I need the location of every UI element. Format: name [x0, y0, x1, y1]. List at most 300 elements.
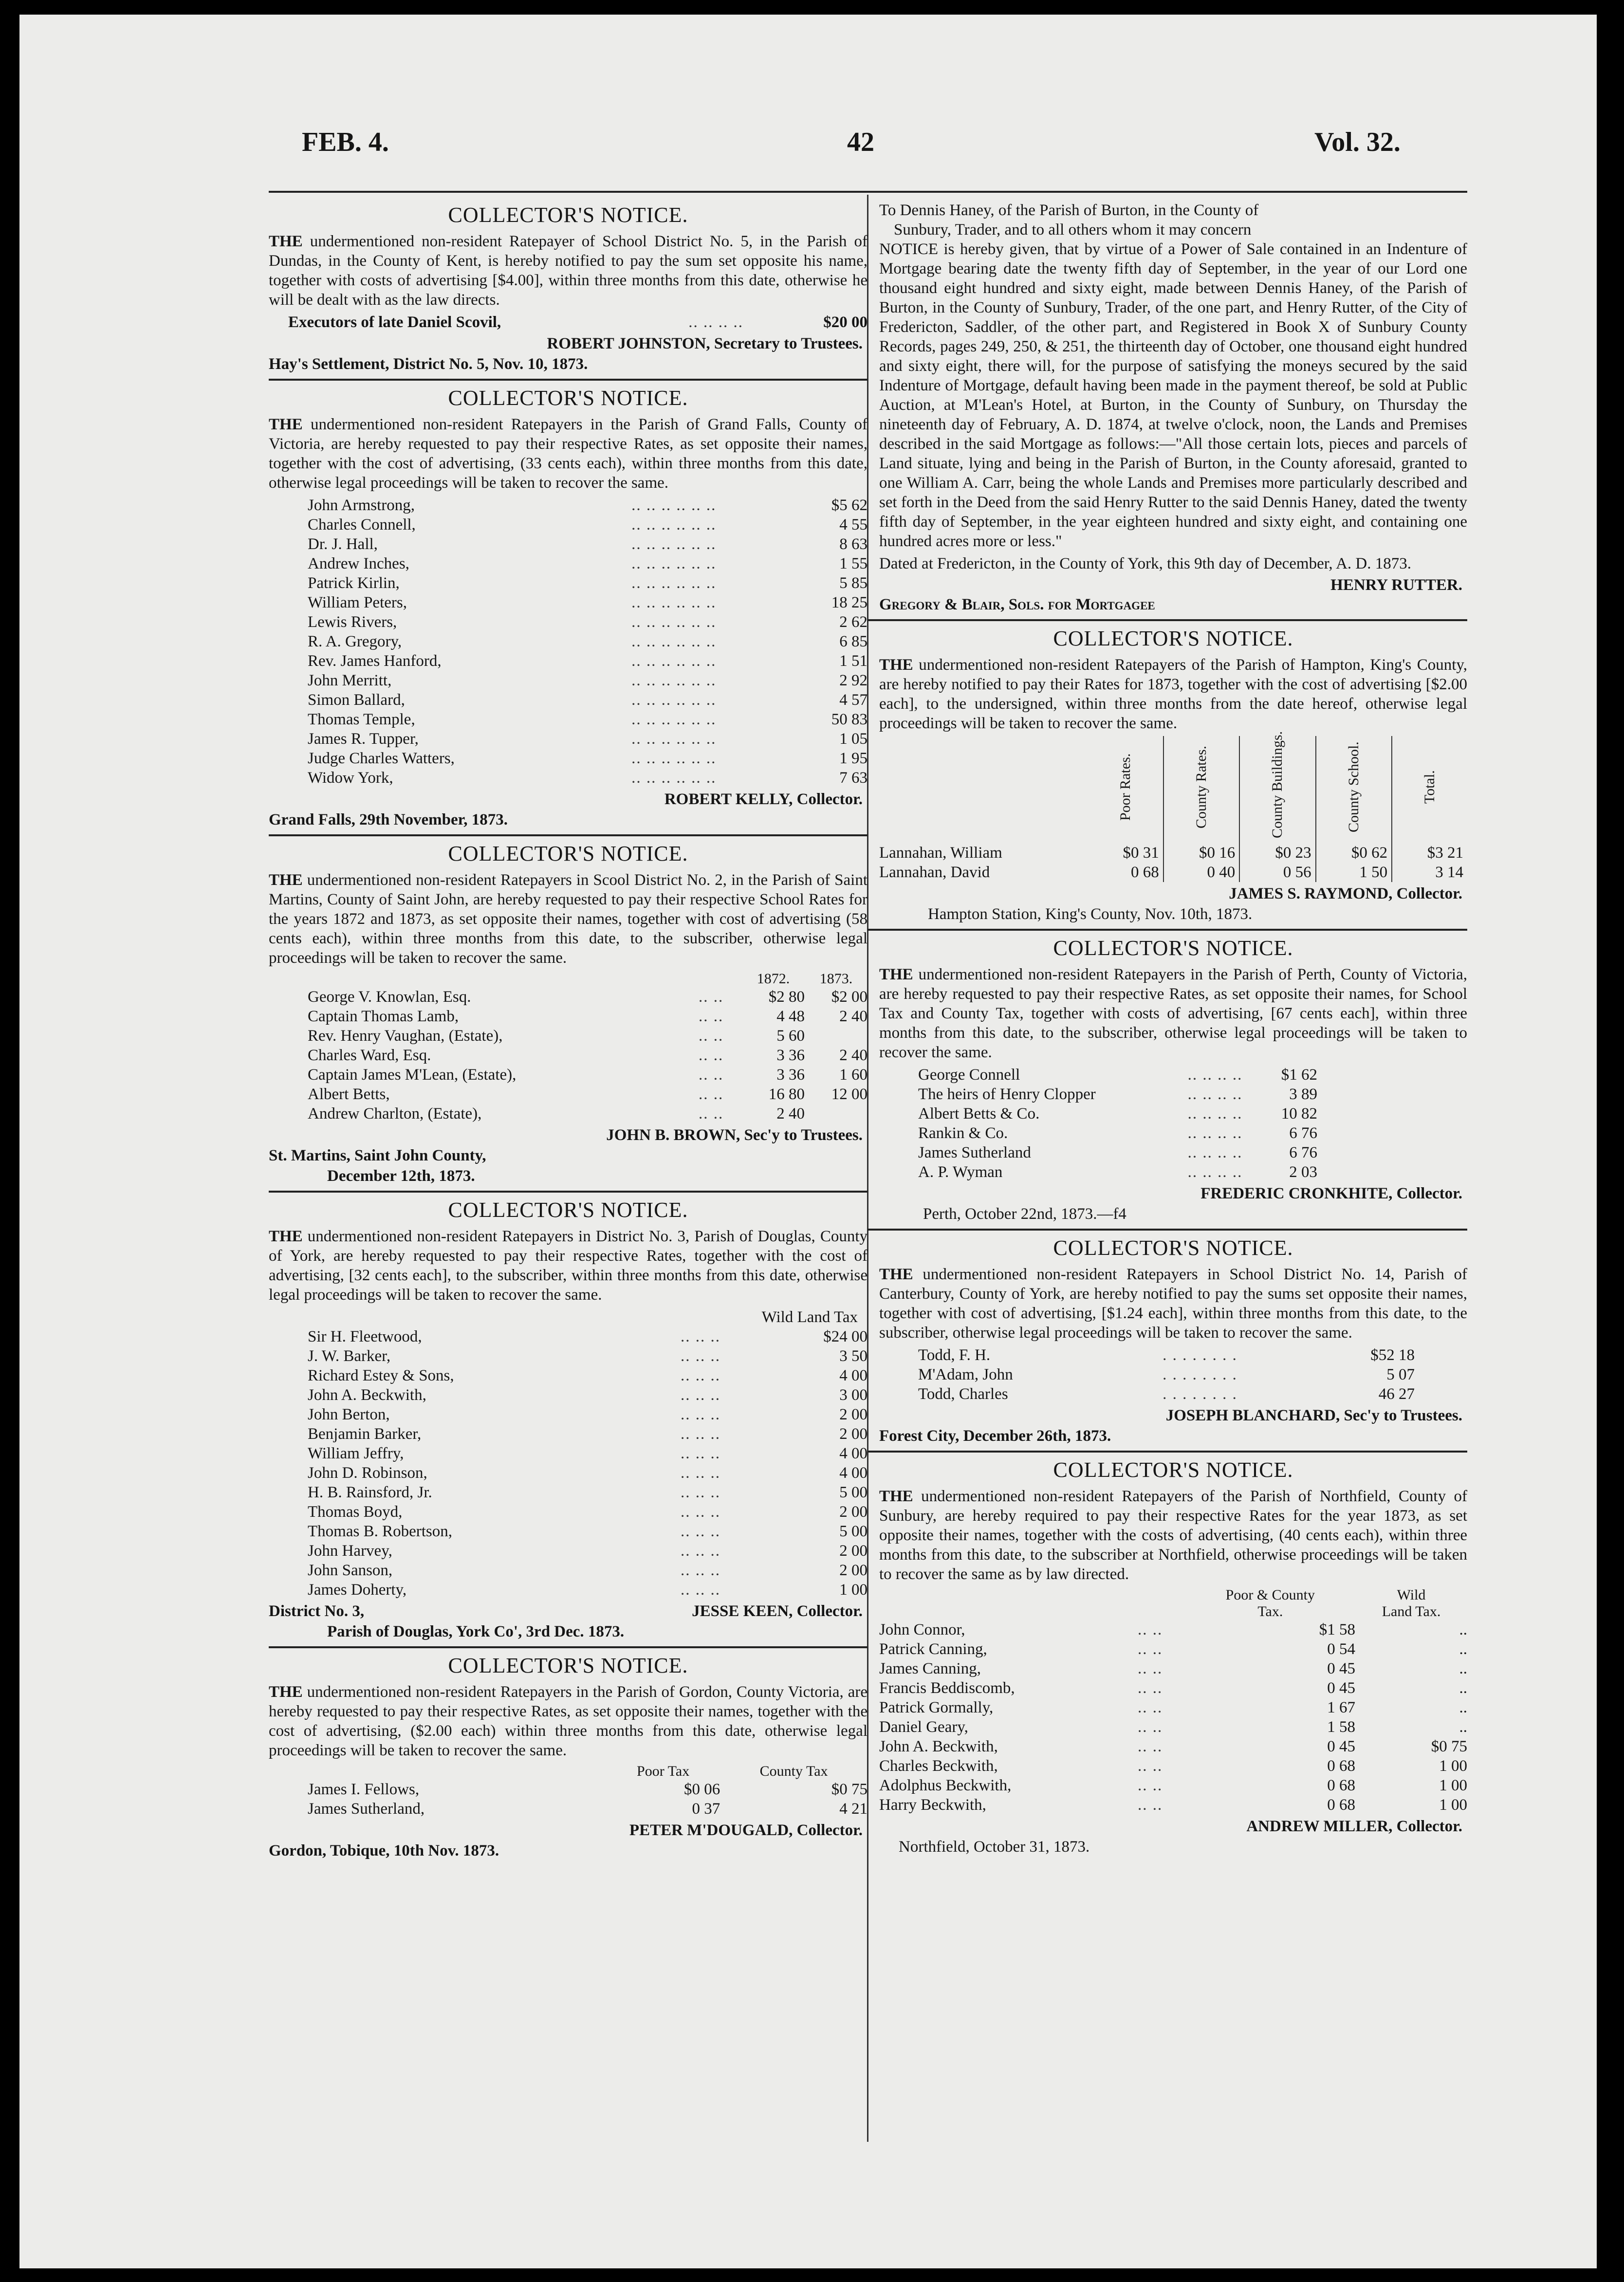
table-row	[879, 1737, 1467, 1756]
leader-dots: .. .. .. .. .. ..	[631, 769, 717, 787]
notice-northfield	[867, 1453, 1467, 1861]
leader-dots: .. ..	[1137, 1640, 1163, 1658]
leader-dots: .. .. .. .. .. ..	[631, 750, 717, 767]
notice-dundas	[269, 198, 867, 381]
ratepayer-name: John Merritt,	[308, 672, 392, 689]
amount: ..	[1459, 1621, 1467, 1638]
amount: 2 03	[1289, 1163, 1317, 1181]
amount: 1 55	[839, 555, 867, 572]
table-row	[879, 1384, 1415, 1404]
amount: ..	[1459, 1660, 1467, 1677]
amount: $52 18	[1370, 1346, 1415, 1364]
leader-dots: .. .. ..	[681, 1581, 721, 1599]
leader-dots: .. .. .. .. .. ..	[631, 652, 717, 670]
table-row	[879, 863, 1467, 882]
ratepayer-name: Daniel Geary,	[879, 1718, 968, 1736]
amount: $3 21	[1427, 844, 1463, 862]
ratepayer-name: John Armstrong,	[308, 497, 415, 514]
notice-gordon	[269, 1648, 867, 1865]
amount: 0 37	[692, 1800, 720, 1818]
table-row	[879, 1776, 1467, 1795]
amount: 3 36	[776, 1047, 805, 1064]
ratepayer-name: John Connor,	[879, 1621, 965, 1638]
leader-dots: .. ..	[1137, 1738, 1163, 1755]
table-row	[269, 671, 867, 690]
ratepayer-name: Rev. James Hanford,	[308, 652, 442, 670]
amount: 1 60	[839, 1066, 867, 1084]
leader-dots: .. ..	[699, 988, 724, 1006]
leader-dots: .. ..	[699, 1027, 724, 1045]
ratepayer-name: James R. Tupper,	[308, 730, 419, 748]
notice-saint-martins	[269, 836, 867, 1193]
table-row	[269, 554, 867, 573]
amount: 12 00	[831, 1086, 867, 1103]
ratepayer-name: Richard Estey & Sons,	[308, 1367, 454, 1384]
table-row	[879, 1698, 1467, 1717]
ratepayer-name: Charles Beckwith,	[879, 1757, 998, 1775]
column-header-label: Poor Rates.	[1117, 753, 1133, 821]
amount: 1 00	[1439, 1757, 1467, 1775]
table-row	[269, 496, 867, 515]
table-row	[269, 987, 867, 1007]
ratepayer-name: Lannahan, William	[879, 844, 1002, 862]
ratepayer-name: John A. Beckwith,	[308, 1386, 426, 1404]
ratepayer-name: John D. Robinson,	[308, 1464, 427, 1482]
ratepayer-name: Charles Connell,	[308, 516, 416, 534]
table-row	[269, 1541, 867, 1561]
amount: 5 07	[1386, 1366, 1415, 1383]
column-header: Wild Land Tax	[761, 1308, 858, 1326]
signature: ROBERT JOHNSTON, Secretary to Trustees.	[547, 335, 863, 352]
ratepayer-name: Todd, Charles	[918, 1385, 1008, 1403]
leader-dots: .. .. .. .. .. ..	[631, 594, 717, 611]
amount	[805, 1104, 867, 1123]
table-header: Poor Tax County Tax	[637, 1763, 828, 1779]
notice-title: COLLECTOR'S NOTICE.	[448, 1654, 688, 1677]
ratepayer-name: H. B. Rainsford, Jr.	[308, 1484, 432, 1501]
notice-grand-falls	[269, 381, 867, 836]
amount: 4 55	[839, 516, 867, 534]
ratepayer-name: Patrick Kirlin,	[308, 574, 400, 592]
column-header-label: County Rates.	[1193, 746, 1209, 828]
ratepayer-name: A. P. Wyman	[918, 1163, 1003, 1181]
dateline: Hay's Settlement, District No. 5, Nov. 10, 1873.	[269, 355, 588, 373]
leader-dots: .. ..	[1137, 1757, 1163, 1775]
notice-body: THE undermentioned non-resident Ratepayers in Scool District No. 2, in the Parish of Saint Martins, County of Saint John, are hereby requested to pay their respective School Rates for the years 1872 and 1873, as set opposite their names, together with cost of advertising (58 cents each), within three months from this date, to the subscriber, otherwise legal proceedings will be taken to recover the same.	[269, 871, 867, 967]
amount: 46 27	[1378, 1385, 1415, 1403]
dateline: Northfield, October 31, 1873.	[899, 1838, 1090, 1856]
signature: HENRY RUTTER.	[1330, 576, 1462, 594]
ratepayer-name: Todd, F. H.	[918, 1346, 991, 1364]
leader-dots: .. .. ..	[681, 1406, 721, 1423]
table-row	[269, 1327, 867, 1346]
dated-line: Dated at Fredericton, in the County of York, this 9th day of December, A. D. 1873.	[879, 555, 1411, 572]
signature: JOSEPH BLANCHARD, Sec'y to Trustees.	[1165, 1407, 1462, 1424]
table-row	[879, 1717, 1467, 1737]
notice-perth	[867, 931, 1467, 1231]
ratepayer-name: M'Adam, John	[918, 1366, 1013, 1383]
amount: 0 40	[1163, 863, 1239, 882]
signature: ANDREW MILLER, Collector.	[1246, 1818, 1462, 1835]
amount: 0 68	[1088, 863, 1163, 882]
leader-dots: .. .. .. .. .. ..	[631, 516, 717, 534]
ratepayer-name: Rankin & Co.	[918, 1124, 1008, 1142]
dateline: St. Martins, Saint John County,	[269, 1147, 486, 1164]
table-row	[269, 1046, 867, 1065]
amount: 0 68	[1327, 1796, 1356, 1814]
leader-dots: .. ..	[1137, 1660, 1163, 1677]
table-row	[269, 515, 867, 534]
column-header	[1239, 731, 1315, 843]
table-row	[269, 1385, 867, 1405]
table-row	[269, 1561, 867, 1580]
table-row	[879, 1678, 1467, 1698]
leader-dots: .. .. ..	[681, 1503, 721, 1521]
ratepayer-name: Lewis Rivers,	[308, 613, 397, 631]
leader-dots: .. ..	[1137, 1796, 1163, 1814]
leader-dots: .. .. .. .. .. ..	[631, 672, 717, 689]
header-rule	[269, 191, 1467, 193]
dateline: Gordon, Tobique, 10th Nov. 1873.	[269, 1842, 499, 1859]
ratepayer-name: George V. Knowlan, Esq.	[308, 988, 471, 1006]
table-row	[269, 1522, 867, 1541]
amount: 3 50	[839, 1347, 867, 1365]
ratepayer-name: Captain Thomas Lamb,	[308, 1008, 459, 1025]
amount: 1 95	[839, 750, 867, 767]
leader-dots: .. ..	[1137, 1699, 1163, 1716]
ratepayer-name: Andrew Inches,	[308, 555, 409, 572]
newspaper-page	[19, 15, 1597, 2268]
amount: 1 58	[1327, 1718, 1356, 1736]
amount: $0 16	[1163, 843, 1239, 863]
ratepayer-name: Albert Betts & Co.	[918, 1105, 1040, 1123]
notice-title: COLLECTOR'S NOTICE.	[1053, 626, 1293, 650]
table-row	[879, 1143, 1317, 1162]
amount: $0 75	[1431, 1738, 1467, 1755]
table-row	[269, 632, 867, 651]
amount: 18 25	[831, 594, 867, 611]
amount: 6 85	[839, 633, 867, 650]
leader-dots: .. .. ..	[681, 1484, 721, 1501]
amount: 1 05	[839, 730, 867, 748]
dateline: Hampton Station, King's County, Nov. 10th, 1873.	[928, 905, 1253, 923]
ratepayer-name: James Sutherland,	[308, 1800, 425, 1818]
notice-title: COLLECTOR'S NOTICE.	[448, 203, 688, 227]
table-row	[269, 729, 867, 749]
table-row	[269, 1580, 867, 1600]
table-row	[269, 1085, 867, 1104]
ratepayer-name: Benjamin Barker,	[308, 1425, 422, 1443]
signature-line: District No. 3, JESSE KEEN, Collector.	[269, 1602, 863, 1620]
table-row	[269, 573, 867, 593]
leader-dots: .. .. ..	[681, 1445, 721, 1462]
amount: 2 00	[839, 1562, 867, 1579]
amount: ..	[1459, 1718, 1467, 1736]
leader-dots: .. .. ..	[681, 1464, 721, 1482]
amount: ..	[1459, 1640, 1467, 1658]
notice-body: THE undermentioned non-resident Ratepayers of the Parish of Northfield, County of Sunbury, are hereby required to pay their respective Rates for the year 1873, as set opposite their names, together with the costs of advertising, (40 cents each), within three months from this date, to the subscriber at Northfield, otherwise proceedings will be taken to recover the same as by law directed.	[879, 1488, 1467, 1583]
signature: JOHN B. BROWN, Sec'y to Trustees.	[606, 1126, 863, 1144]
leader-dots: .. ..	[1137, 1679, 1163, 1697]
amount: 1 00	[1439, 1777, 1467, 1794]
amount: ..	[1459, 1679, 1467, 1697]
leader-dots: .. ..	[699, 1066, 724, 1084]
amount: 0 45	[1327, 1660, 1356, 1677]
dateline: Forest City, December 26th, 1873.	[879, 1427, 1111, 1445]
ratepayer-name: Thomas Boyd,	[308, 1503, 403, 1521]
leader-dots: .. .. .. ..	[1187, 1124, 1243, 1142]
notice-title: COLLECTOR'S NOTICE.	[448, 842, 688, 865]
amount: $0 23	[1239, 843, 1315, 863]
rates-table	[879, 731, 1467, 882]
amount: 4 21	[839, 1800, 867, 1818]
ratepayer-name: R. A. Gregory,	[308, 633, 402, 650]
amount: 1 00	[839, 1581, 867, 1599]
ratepayer-table	[879, 1345, 1415, 1404]
notice-title: COLLECTOR'S NOTICE.	[448, 386, 688, 410]
table-row	[269, 1463, 867, 1483]
table-row	[269, 1502, 867, 1522]
amount: 3 14	[1435, 864, 1463, 881]
notice-body: THE undermentioned non-resident Ratepayers in the Parish of Grand Falls, County of Victoria, are hereby requested to pay their respective Rates, as set opposite their names, together with the cost of advertising, (33 cents each), within three months from this date, otherwise legal proceedings will be taken to recover the same.	[269, 416, 868, 492]
column-header	[1316, 736, 1392, 843]
amount: 8 63	[839, 535, 867, 553]
amount: 50 83	[831, 711, 867, 728]
table-row	[269, 1444, 867, 1463]
amount: 2 40	[839, 1008, 867, 1025]
amount: 0 45	[1327, 1738, 1356, 1755]
amount: 2 40	[776, 1105, 805, 1123]
ratepayer-name: Simon Ballard,	[308, 691, 405, 709]
amount: ..	[1459, 1699, 1467, 1716]
amount: 5 00	[839, 1523, 867, 1540]
amount: $2 00	[831, 988, 867, 1006]
leader-dots: .. .. .. .. .. ..	[631, 691, 717, 709]
amount	[805, 1026, 867, 1046]
table-row	[269, 1405, 867, 1424]
amount: 6 76	[1289, 1144, 1317, 1161]
ratepayer-name: Lannahan, David	[879, 864, 990, 881]
table-row	[879, 1345, 1415, 1365]
leader-dots: .. ..	[1137, 1621, 1163, 1638]
column-header	[1088, 736, 1163, 843]
amount: 1 67	[1327, 1699, 1356, 1716]
ratepayer-name: William Peters,	[308, 594, 407, 611]
amount: 2 92	[839, 672, 867, 689]
table-row	[269, 710, 867, 729]
table-row	[879, 1795, 1467, 1815]
ratepayer-table	[269, 496, 867, 788]
ratepayer-name: Judge Charles Watters,	[308, 750, 455, 767]
mortgage-sale-notice	[867, 198, 1467, 621]
leader-dots: .. .. .. .. .. ..	[631, 497, 717, 514]
ratepayer-name: J. W. Barker,	[308, 1347, 391, 1365]
ratepayer-name: George Connell	[918, 1066, 1020, 1084]
leader-dots: .. .. ..	[681, 1542, 721, 1560]
table-row	[879, 1162, 1317, 1182]
amount: 0 56	[1239, 863, 1315, 882]
table-header	[879, 736, 1467, 843]
issue-date: FEB. 4.	[302, 127, 389, 157]
leader-dots: .. .. ..	[681, 1562, 721, 1579]
amount: 5 60	[776, 1027, 805, 1045]
amount: 1 00	[1439, 1796, 1467, 1814]
amount: 0 68	[1327, 1777, 1356, 1794]
ratepayer-name: Albert Betts,	[308, 1086, 390, 1103]
leader-dots: .. .. .. .. .. ..	[631, 613, 717, 631]
dateline: Perth, October 22nd, 1873.—f4	[923, 1205, 1126, 1223]
ratepayer-table	[269, 971, 867, 1123]
leader-dots: .. ..	[699, 1105, 724, 1123]
signature: ROBERT KELLY, Collector.	[664, 791, 863, 808]
table-row	[269, 768, 867, 788]
dateline-2: December 12th, 1873.	[327, 1167, 475, 1185]
table-row	[879, 1365, 1415, 1384]
ratepayer-name: Francis Beddiscomb,	[879, 1679, 1015, 1697]
table-row	[879, 843, 1467, 863]
signature: JAMES S. RAYMOND, Collector.	[1229, 885, 1462, 902]
ratepayer-name: Adolphus Beckwith,	[879, 1777, 1012, 1794]
notice-body: THE undermentioned non-resident Ratepayers of the Parish of Hampton, King's County, are hereby notified to pay their Rates for 1873, together with the cost of advertising [$2.00 each], to the undersigned, within three months from the date hereof, otherwise legal proceedings will be taken to recover the same.	[879, 656, 1468, 732]
ratepayer-name: The heirs of Henry Clopper	[918, 1086, 1096, 1103]
table-row	[269, 1007, 867, 1026]
table-row	[269, 690, 867, 710]
leader-dots: .. .. .. .. .. ..	[631, 711, 717, 728]
leader-dots: .. .. ..	[681, 1367, 721, 1384]
amount: 16 80	[768, 1086, 805, 1103]
notice-canterbury	[867, 1231, 1467, 1453]
ratepayer-name: Dr. J. Hall,	[308, 535, 378, 553]
notice-body: THE undermentioned non-resident Ratepayers in the Parish of Perth, County of Victoria, are hereby requested to pay their respective Rates, as set opposite their names, for School Tax and County Tax, together with costs of advertising, [67 cents each], within three months from this date, to the subscriber, otherwise legal proceedings will be taken to recover the same.	[879, 966, 1467, 1061]
notice-body: THE undermentioned non-resident Ratepayers in the Parish of Gordon, County Victoria, are hereby requested to pay their respective Rates, as set opposite their names, together with the cost of advertising, ($2.00 each) within three months from this date, otherwise legal proceedings will be taken to recover the same.	[269, 1683, 868, 1759]
leader-dots: .. .. .. .. .. ..	[631, 574, 717, 592]
ratepayer-name: Harry Beckwith,	[879, 1796, 986, 1814]
amount: 1 50	[1316, 863, 1392, 882]
ratepayer-name: Widow York,	[308, 769, 393, 787]
ratepayer-name: Thomas B. Robertson,	[308, 1523, 452, 1540]
ratepayer-name: James Sutherland	[918, 1144, 1031, 1161]
amount: $0 62	[1316, 843, 1392, 863]
amount: $1 62	[1281, 1066, 1317, 1084]
leader-dots: .. .. .. .. .. ..	[631, 633, 717, 650]
address-line-1: To Dennis Haney, of the Parish of Burton, in the County of	[879, 202, 1259, 219]
ratepayer-name: Charles Ward, Esq.	[308, 1047, 431, 1064]
ratepayer-table	[879, 1065, 1317, 1182]
leader-dots: .. ..	[1137, 1718, 1163, 1736]
table-row	[269, 1483, 867, 1502]
notice-douglas	[269, 1193, 867, 1648]
ratepayer-table	[879, 1587, 1467, 1815]
ratepayer-name: Patrick Canning,	[879, 1640, 987, 1658]
left-column	[269, 198, 867, 1865]
table-row	[269, 1780, 867, 1799]
column-header	[1163, 736, 1239, 843]
leader-dots: .. ..	[699, 1047, 724, 1064]
amount: 7 63	[839, 769, 867, 787]
amount: 10 82	[1281, 1105, 1317, 1123]
right-column	[867, 198, 1467, 1861]
amount: 4 57	[839, 691, 867, 709]
table-row	[269, 1104, 867, 1123]
notice-title: COLLECTOR'S NOTICE.	[1053, 1458, 1293, 1482]
table-row	[269, 1026, 867, 1046]
table-row	[269, 1799, 867, 1819]
column-header	[1392, 736, 1467, 843]
table-header: 1872. 1873.	[757, 971, 853, 987]
ratepayer-name: John A. Beckwith,	[879, 1738, 998, 1755]
table-row	[269, 534, 867, 554]
notice-body: THE undermentioned non-resident Ratepayers in District No. 3, Parish of Douglas, County of York, are hereby requested to pay their respective Rates, together with the cost of advertising, [32 cents each], to the subscriber, within three months from this date, otherwise legal proceedings will be taken to recover the same.	[269, 1228, 867, 1304]
leader-dots: .. .. ..	[681, 1523, 721, 1540]
amount: 2 00	[839, 1406, 867, 1423]
amount: 4 00	[839, 1367, 867, 1384]
amount: $0 31	[1088, 843, 1163, 863]
table-row	[879, 1104, 1317, 1123]
table-row	[879, 1756, 1467, 1776]
amount: $5 62	[831, 497, 867, 514]
column-header-label: County Buildings.	[1269, 731, 1286, 838]
amount: 1 51	[839, 652, 867, 670]
amount: 4 00	[839, 1464, 867, 1482]
leader-dots: .. .. .. ..	[1187, 1105, 1243, 1123]
table-header: Poor & County Wild	[1225, 1587, 1426, 1603]
amount: 0 45	[1327, 1679, 1356, 1697]
ratepayer-name: James Doherty,	[308, 1581, 407, 1599]
table-row	[269, 749, 867, 768]
amount: 5 85	[839, 574, 867, 592]
ratepayer-table	[269, 313, 867, 332]
notice-body: THE undermentioned non-resident Ratepayers in School District No. 14, Parish of Canterbury, County of York, are hereby notified to pay the sums set opposite their names, together with cost of advertising, [$1.24 each], within three months from this date, to the subscriber, otherwise legal proceedings will be taken to recover the same.	[879, 1266, 1467, 1342]
amount: 4 48	[776, 1008, 805, 1025]
table-row	[269, 651, 867, 671]
leader-dots: .. ..	[699, 1008, 724, 1025]
ratepayer-name: John Harvey,	[308, 1542, 392, 1560]
table-row	[269, 612, 867, 632]
leader-dots: .. .. ..	[681, 1386, 721, 1404]
leader-dots: .. ..	[699, 1086, 724, 1103]
amount: 2 00	[839, 1542, 867, 1560]
ratepayer-name: Sir H. Fleetwood,	[308, 1328, 422, 1345]
notice-title: COLLECTOR'S NOTICE.	[1053, 936, 1293, 960]
ratepayer-name: Captain James M'Lean, (Estate),	[308, 1066, 517, 1084]
amount: 5 00	[839, 1484, 867, 1501]
leader-dots: .. .. .. .. .. ..	[631, 555, 717, 572]
ratepayer-table	[269, 1763, 867, 1819]
notice-hampton	[867, 621, 1467, 931]
leader-dots: .. .. .. ..	[1187, 1086, 1243, 1103]
table-row	[879, 1123, 1317, 1143]
ratepayer-name: John Sanson,	[308, 1562, 393, 1579]
address-line-2: Sunbury, Trader, and to all others whom it may concern	[894, 221, 1252, 239]
amount: 2 40	[839, 1047, 867, 1064]
solicitors: Gregory & Blair, Sols. for Mortgagee	[879, 596, 1155, 613]
table-header: Tax. Land Tax.	[1257, 1603, 1441, 1619]
leader-dots: .. ..	[1137, 1777, 1163, 1794]
leader-dots: .. .. ..	[681, 1425, 721, 1443]
amount: 0 68	[1327, 1757, 1356, 1775]
amount: 3 00	[839, 1386, 867, 1404]
amount: 2 00	[839, 1425, 867, 1443]
leader-dots: . . . . . . . .	[1163, 1385, 1237, 1403]
amount: 0 54	[1327, 1640, 1356, 1658]
table-row	[269, 1366, 867, 1385]
ratepayer-name: John Berton,	[308, 1406, 390, 1423]
table-row	[269, 1424, 867, 1444]
signature: FREDERIC CRONKHITE, Collector.	[1200, 1185, 1462, 1202]
leader-dots: .. .. .. .. .. ..	[631, 730, 717, 748]
leader-dots: . . . . . . . .	[1163, 1366, 1237, 1383]
notice-body: THE undermentioned non-resident Ratepayer of School District No. 5, in the Parish of Dundas, in the County of Kent, is hereby notified to pay the sum set opposite his name, together with costs of advertising [$4.00], within three months from this date, otherwise he will be dealt with as the law directs.	[269, 233, 868, 309]
